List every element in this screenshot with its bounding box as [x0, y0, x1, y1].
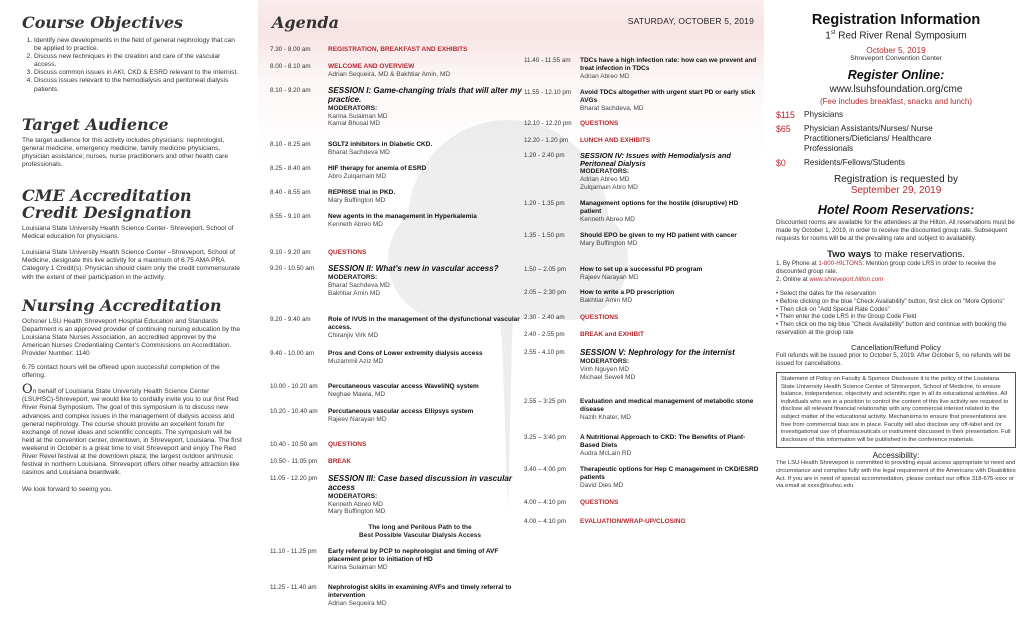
way1-prefix: 1. By Phone at: [776, 260, 819, 268]
moderators-label: MODERATORS:: [580, 168, 630, 175]
agenda-description: [580, 200, 760, 224]
agenda-time: 10.40 - 10.50 am: [270, 441, 318, 448]
agenda-description: [580, 266, 760, 282]
speaker-name: Neghae Mawla, MD: [328, 390, 386, 398]
agenda-item: [270, 63, 522, 79]
cme-heading: [22, 187, 244, 221]
agenda-item: [524, 398, 760, 422]
agenda-description: [328, 441, 522, 449]
hilton-website-link[interactable]: www.shreveport.hilton.com: [809, 275, 884, 283]
agenda-title: QUESTIONS: [580, 499, 619, 506]
speaker-name: Michael Sewell MD: [580, 373, 636, 381]
agenda-title: Early referral by PCP to nephrologist and timing of AVF placement prior to initiation of HD: [328, 548, 499, 563]
agenda-description: [328, 350, 522, 366]
speaker-name: Bharat Sachdeva MD: [328, 148, 390, 156]
cancellation-text: Full refunds will be issued prior to October 5, 2019. After October 5, no refunds will be issued for cancellations.: [776, 352, 1011, 368]
agenda-item: [524, 89, 760, 113]
agenda-time: 9.10 - 9.20 am: [270, 249, 311, 256]
agenda-time: 8.25 - 8.40 am: [270, 165, 311, 172]
cancellation-heading: Cancellation/Refund Policy: [851, 343, 941, 353]
agenda-title: SGLT2 inhibitors in Diabetic CKD.: [328, 141, 433, 148]
accessibility-text: The LSU Health Shreveport is committed to providing equal access appropriate to need and circumstance and complies fully with the legal requirement of the Americans with Disabilities Act. If you are in need of special accommodation, please contact our office 318-675-xxxx or via email at xxxx@lsuhsc.edu: [776, 460, 1016, 490]
agenda-description: [328, 548, 522, 572]
agenda-item: [270, 87, 522, 128]
booking-step: • Before clicking on the blue "Check Availability" button, first click on "More Options": [776, 297, 1005, 305]
agenda-time: 1.20 - 2.40 pm: [524, 152, 565, 159]
fee-amount: $0: [776, 158, 786, 169]
agenda-time: 2.40 - 2.55 pm: [524, 331, 565, 338]
session-title: SESSION III: Case based discussion in vascular access: [328, 474, 512, 492]
speaker-name: Bharat Sachdeva MD: [328, 281, 390, 289]
objective-item: 1. Identify new developments in the field of general nephrology that can be applied to practice.: [34, 37, 244, 53]
agenda-description: [580, 89, 760, 113]
agenda-description: [328, 141, 522, 157]
agenda-panel: [258, 0, 764, 632]
agenda-title: QUESTIONS: [328, 249, 367, 256]
registration-link[interactable]: www.lsuhsfoundation.org/cme: [829, 84, 963, 96]
two-ways-rest: to make reservations.: [871, 249, 965, 261]
agenda-item: [270, 141, 522, 157]
agenda-item: [270, 265, 522, 298]
fee-label: Residents/Fellows/Students: [804, 158, 906, 168]
agenda-description: [328, 87, 522, 128]
speaker-name: Adrian Sequeira, MD & Bakhtiar Amin, MD: [328, 70, 451, 78]
agenda-item: [524, 466, 760, 490]
accessibility-heading: Accessibility:: [872, 451, 920, 461]
agenda-time: 11.55 - 12.10 pm: [524, 89, 572, 96]
agenda-item: [524, 499, 760, 507]
agenda-description: [328, 458, 522, 466]
session-subtitle: [270, 524, 522, 540]
two-ways-heading: [776, 249, 1016, 260]
agenda-description: [328, 383, 522, 399]
agenda-description: [580, 349, 760, 382]
target-audience-heading: Target Audience: [22, 114, 169, 134]
agenda-item: [524, 57, 760, 81]
reservation-online: [776, 276, 1016, 284]
agenda-description: [580, 434, 760, 458]
way1-rest: : Mention group code LRS in order to receive the discounted group rate.: [776, 260, 996, 275]
agenda-title: Evaluation and medical management of metabolic stone disease: [580, 398, 754, 413]
agenda-title: EVALUATION/WRAP-UP/CLOSING: [580, 518, 686, 525]
agenda-time: 11.40 - 11.55 am: [524, 57, 571, 64]
agenda-item: [270, 408, 522, 424]
fee-label: Physician Assistants/Nurses/ Nurse Practitioners/Dieticians/ Healthcare Professionals: [804, 124, 933, 154]
agenda-item: [270, 165, 522, 181]
agenda-time: 7.30 - 8.00 am: [270, 46, 311, 53]
agenda-description: [580, 137, 760, 145]
objective-item: 4. Discuss issues relevant to the hemodialysis and peritoneal dialysis patients.: [34, 77, 244, 93]
speaker-name: Bakhtiar Amin MD: [580, 296, 633, 304]
speaker-name: Muzammil Aziz MD: [328, 357, 384, 365]
target-audience-text: The target audience for this activity includes physicians: nephrologist, general medicine, emergency medicine, family medicine physicians, physician assistance; nurses, nurse practitioners and other health care professionals.: [22, 136, 228, 168]
hotel-heading: Hotel Room Reservations:: [817, 203, 975, 218]
agenda-title: Pros and Cons of Lower extremity dialysis access: [328, 350, 483, 357]
nursing-heading: Nursing Accreditation: [22, 295, 222, 315]
registration-deadline-label: Registration is requested by: [834, 174, 958, 186]
hilton-phone-link[interactable]: 1-800-HILTONS: [818, 260, 863, 268]
agenda-description: [328, 265, 522, 298]
agenda-description: [328, 475, 522, 516]
symposium-name: [776, 30, 1016, 41]
agenda-description: [580, 518, 760, 526]
agenda-description: [580, 331, 760, 339]
agenda-time: 8.10 - 8.25 am: [270, 141, 311, 148]
agenda-heading: Agenda: [272, 13, 339, 32]
agenda-item: [270, 475, 522, 516]
disclosure-policy-box: [776, 372, 1016, 448]
booking-step: • Then click on "Add Special Rate Codes": [776, 305, 890, 313]
closing-text: We look forward to seeing you.: [22, 486, 113, 494]
agenda-time: 1.35 - 1.50 pm: [524, 232, 565, 239]
agenda-title: BREAK and EXHIBIT: [580, 331, 644, 338]
objectives-list: [22, 37, 244, 94]
agenda-item: [270, 46, 522, 54]
agenda-description: [328, 408, 522, 424]
session-subtitle-line: The long and Perilous Path to the: [368, 524, 472, 531]
agenda-time: 8.10 - 9.20 am: [270, 87, 311, 94]
agenda-title: BREAK: [328, 458, 352, 465]
reservation-phone: [776, 260, 1016, 276]
speaker-name: Mary Buffington MD: [580, 239, 638, 247]
fee-row: [776, 110, 1016, 120]
hotel-text: Discounted rooms are available for the attendees at the Hilton. All reservations must be made by October 1, 2019, in order to receive the discounted group rate. Subsequent requests for rooms will be at the prevailing rate and subject to availability.: [776, 219, 1015, 243]
agenda-date-heading: SATURDAY, OCTOBER 5, 2019: [627, 16, 754, 26]
nursing-text-2: 6.75 contact hours will be offered upon successful completion of the offering.: [22, 364, 220, 380]
speaker-name: David Dies MD: [580, 481, 624, 489]
agenda-item: [524, 200, 760, 224]
registration-panel: [770, 0, 1024, 632]
agenda-time: 8.55 - 9.10 am: [270, 213, 311, 220]
booking-step: • Then click on the big blue "Check Availability" button and continue with booking the reservation at the group rate: [776, 321, 1007, 337]
speaker-name: Adrian Abreo MD: [580, 72, 630, 80]
speaker-name: Mary Buffington MD: [328, 196, 386, 204]
agenda-time: 12.20 - 1.20 pm: [524, 137, 569, 144]
agenda-description: [328, 189, 522, 205]
welcome-body: n behalf of Louisiana State University Health Science Center (LSUHSC)-Shreveport, we would like to cordially invite you to our first Red River Renal Symposium. The goal of this symposium is to discuss new advances and complex issues in the management of dialysis access and general nephrology. The course should provide an excellent forum for exchange of novel ideas and scientific concepts. The symposium will be held at the convention center, downtown, in Shreveport, Louisiana. The first weekend in October is a great time to visit Shreveport and enjoy The Red River Revel festival at the downtown plaza; the largest outdoor art/music festival in northern Louisiana. Shreveport offers other nearby attraction like casinos and Louisiana boardwalk.: [22, 388, 242, 477]
agenda-time: 11.10 - 11.25 pm: [270, 548, 317, 555]
speaker-name: Mary Buffington MD: [328, 508, 386, 516]
speaker-name: Kamal Bhusal MD: [328, 120, 381, 128]
symposium-title: Red River Renal Symposium: [835, 30, 967, 42]
fee-label: Physicians: [804, 110, 844, 120]
agenda-item: [524, 434, 760, 458]
agenda-time: 3.25 – 3:40 pm: [524, 434, 567, 441]
agenda-title: A Nutritional Approach to CKD: The Benefits of Plant-Based Diets: [580, 434, 746, 449]
speaker-name: Abro Zulqarnain MD: [328, 172, 387, 180]
agenda-time: 3.40 – 4:00 pm: [524, 466, 567, 473]
agenda-description: [328, 584, 522, 608]
agenda-time: 8.00 - 8.10 am: [270, 63, 311, 70]
agenda-time: 1.20 - 1.35 pm: [524, 200, 565, 207]
agenda-title: How to set up a successful PD program: [580, 266, 703, 273]
two-ways-bold: Two ways: [827, 249, 872, 261]
agenda-time: 2.30 - 2.40 am: [524, 314, 565, 321]
agenda-item: [270, 350, 522, 366]
event-date: October 5, 2019: [866, 45, 926, 56]
agenda-item: [524, 232, 760, 248]
agenda-description: [328, 46, 522, 54]
nursing-text-1: Ochsner LSU Health Shreveport Hospital Education and Standards Department is an approved provider of continuing nursing education by the Louisiana State Nurses Association, an accredited approver by the American Nurses Credentialing Center's Commissions on Accreditation. Provider Number: 1140: [22, 317, 241, 357]
agenda-title: Management options for the hostile (disruptive) HD patient: [580, 200, 739, 215]
agenda-time: 10.50 - 11.05 pm: [270, 458, 318, 465]
agenda-item: [270, 441, 522, 449]
agenda-title: QUESTIONS: [580, 120, 619, 127]
moderators-label: MODERATORS:: [328, 104, 378, 112]
objective-item: 2. Discuss new techniques in the creation and care of the vascular access.: [34, 53, 244, 69]
speaker-name: Audra McLain RD: [580, 449, 632, 457]
agenda-title: HIF therapy for anemia of ESRD: [328, 165, 427, 172]
speaker-name: Bharat Sachdeva, MD: [580, 104, 644, 112]
agenda-time: 8.40 - 8.55 am: [270, 189, 311, 196]
session-title: SESSION V: Nephrology for the internist: [580, 348, 735, 357]
agenda-title: Therapeutic options for Hep C management in CKD/ESRD patients: [580, 466, 759, 481]
agenda-description: [580, 120, 760, 128]
agenda-title: Should EPO be given to my HD patient with cancer: [580, 232, 737, 239]
booking-step: • Then enter the code LRS in the Group Code Field: [776, 313, 917, 321]
speaker-name: Rajeev Narayan MD: [580, 273, 639, 281]
moderators-label: MODERATORS:: [328, 492, 378, 500]
welcome-text: [22, 382, 244, 477]
left-panel: [0, 0, 252, 632]
agenda-item: [524, 331, 760, 339]
agenda-item: [524, 314, 760, 322]
moderators-label: MODERATORS:: [328, 273, 378, 281]
agenda-time: 9.20 - 9.40 am: [270, 316, 311, 323]
speaker-name: Kenneth Abreo MD: [580, 215, 635, 223]
cme-text-2: Louisiana State University Health Science Center –Shreveport, School of Medicine, designate this live activity for a maximum of 6.75 AMA PRA Category 1 Credit(s). Physician should claim only the credit commensurate with the extent of their participation in the activity.: [22, 249, 241, 281]
agenda-description: [580, 289, 760, 305]
moderators-label: MODERATORS:: [580, 357, 630, 365]
agenda-description: [580, 466, 760, 490]
agenda-item: [270, 584, 522, 608]
agenda-time: 10.20 - 10.40 am: [270, 408, 318, 415]
event-venue: Shreveport Convention Center: [850, 55, 942, 63]
speaker-name: Karina Sulaiman MD: [328, 112, 388, 120]
speaker-name: Kenneth Abreo MD: [328, 220, 383, 228]
fee-note: (Fee includes breakfast, snacks and lunch): [819, 97, 973, 107]
speaker-name: Nazih Khater, MD: [580, 413, 631, 421]
agenda-item: [524, 152, 760, 192]
agenda-title: Percutaneous vascular access WaveliNQ system: [328, 383, 479, 390]
objective-item: 3. Discuss common issues in AKI, CKD & ESRD relevant to the internist.: [34, 69, 244, 77]
fee-row: [776, 124, 1016, 154]
agenda-item: [524, 349, 760, 382]
way2-prefix: 2. Online at: [776, 275, 810, 283]
speaker-name: Kenneth Abreo MD: [328, 500, 383, 508]
registration-deadline-date: September 29, 2019: [850, 185, 942, 197]
agenda-description: [580, 499, 760, 507]
agenda-description: [580, 152, 760, 192]
agenda-item: [270, 548, 522, 572]
speaker-name: Adrian Abreo MD: [580, 175, 630, 183]
speaker-name: Karina Sulaiman MD: [328, 563, 388, 571]
agenda-item: [270, 213, 522, 229]
speaker-name: Chiranjiv Virk MD: [328, 331, 379, 339]
agenda-description: [580, 57, 760, 81]
course-objectives-heading: Course Objectives: [22, 13, 184, 32]
agenda-description: [580, 314, 760, 322]
agenda-time: 2.55 – 3:25 pm: [524, 398, 567, 405]
agenda-title: REGISTRATION, BREAKFAST AND EXHIBITS: [328, 46, 468, 53]
agenda-title: Role of IVUS in the management of the dysfunctional vascular access.: [328, 316, 520, 331]
session-title: SESSION II: What's new in vascular access?: [328, 264, 499, 273]
agenda-item: [270, 458, 522, 466]
agenda-item: [524, 120, 760, 128]
speaker-name: Bakhtiar Amin MD: [328, 289, 381, 297]
session-title: SESSION I: Game-changing trials that will alter my practice.: [328, 86, 522, 104]
agenda-time: 9.40 - 10.00 am: [270, 350, 315, 357]
agenda-title: LUNCH AND EXHIBITS: [580, 137, 651, 144]
agenda-description: [328, 249, 522, 257]
agenda-description: [580, 232, 760, 248]
agenda-description: [328, 63, 522, 79]
agenda-time: 9.20 - 10.50 am: [270, 265, 315, 272]
speaker-name: Vinh Nguyen MD: [580, 365, 630, 373]
session-subtitle-line: Best Possible Vascular Dialysis Access: [359, 532, 481, 539]
cme-heading-line1: CME Accreditation: [22, 186, 192, 206]
booking-step: • Select the dates for the reservation: [776, 289, 876, 297]
fee-row: [776, 158, 1016, 168]
agenda-time: 4.00 – 4:10 pm: [524, 518, 567, 525]
disclosure-policy-text: Statement of Policy on Faculty & Sponsor Disclosure it is the policy of the Louisiana State University Health Science Center of Shreveport, School of Medicine, to ensure balance, independence, objectivity and scientific rigor in all its educational activities. All individuals who are in a position to control the content of this live activity are required to disclose all relevant financial relationship with any commercial interest related to the subject matter of the educational activity. Mechanisms to ensure that presentations are free from commercial bias are in place. Faculty will also disclose any off-label and /or investigational use of pharmaceuticals or instrument discussed in their presentation. Full disclosure of this information will be published in the conference materials.: [781, 376, 1011, 443]
speaker-name: Adrian Sequeira MD: [328, 599, 387, 607]
symposium-ordinal: st: [830, 30, 836, 36]
agenda-time: 11.25 - 11.40 am: [270, 584, 317, 591]
agenda-title: How to write a PD prescription: [580, 289, 675, 296]
agenda-time: 2.05 – 2:30 pm: [524, 289, 567, 296]
agenda-title: REPRISE trial in PKD.: [328, 189, 396, 196]
agenda-item: [524, 518, 760, 526]
agenda-title: WELCOME AND OVERVIEW: [328, 63, 415, 70]
cme-text-1: Louisiana State University Health Science Center- Shreveport, School of Medical education for physicians.: [22, 225, 234, 241]
agenda-title: New agents in the management in Hyperkalemia: [328, 213, 477, 220]
agenda-description: [328, 165, 522, 181]
booking-steps: [776, 290, 1016, 337]
fee-amount: $65: [776, 124, 791, 135]
agenda-description: [580, 398, 760, 422]
register-online-heading: Register Online:: [847, 68, 945, 83]
agenda-title: Avoid TDCs altogether with urgent start PD or early stick AVGs: [580, 89, 756, 104]
agenda-item: [524, 289, 760, 305]
agenda-title: Nephrologist skills in examining AVFs and timely referral to intervention: [328, 584, 512, 599]
agenda-title: TDCs have a high infection rate: how can we prevent and treat infection in TDCs: [580, 57, 757, 72]
agenda-time: 2.55 - 4.10 pm: [524, 349, 565, 356]
speaker-name: Rajeev Narayan MD: [328, 415, 387, 423]
agenda-title: QUESTIONS: [580, 314, 619, 321]
agenda-item: [270, 249, 522, 257]
agenda-time: 1.50 – 2.05 pm: [524, 266, 567, 273]
agenda-time: 11.05 - 12.20 pm: [270, 475, 318, 482]
session-title: SESSION IV: Issues with Hemodialysis and Peritoneal Dialysis: [580, 151, 731, 168]
agenda-description: [328, 316, 522, 340]
cme-heading-line2: Credit Designation: [22, 203, 192, 223]
agenda-item: [524, 266, 760, 282]
agenda-time: 12.10 - 12.20 pm: [524, 120, 572, 127]
fee-list: [776, 110, 1016, 168]
symposium-number: 1: [825, 30, 831, 42]
agenda-item: [270, 189, 522, 205]
registration-heading: Registration Information: [811, 12, 981, 28]
agenda-description: [328, 213, 522, 229]
agenda-item: [270, 316, 522, 340]
agenda-title: Percutaneous vascular access Ellipsys system: [328, 408, 474, 415]
welcome-dropcap: O: [22, 382, 33, 398]
agenda-item: [524, 137, 760, 145]
agenda-time: 10.00 - 10.20 am: [270, 383, 318, 390]
agenda-item: [270, 383, 522, 399]
agenda-time: 4.00 – 4:10 pm: [524, 499, 567, 506]
speaker-name: Zulqarnain Abro MD: [580, 183, 638, 191]
agenda-title: QUESTIONS: [328, 441, 367, 448]
fee-amount: $115: [776, 110, 795, 121]
